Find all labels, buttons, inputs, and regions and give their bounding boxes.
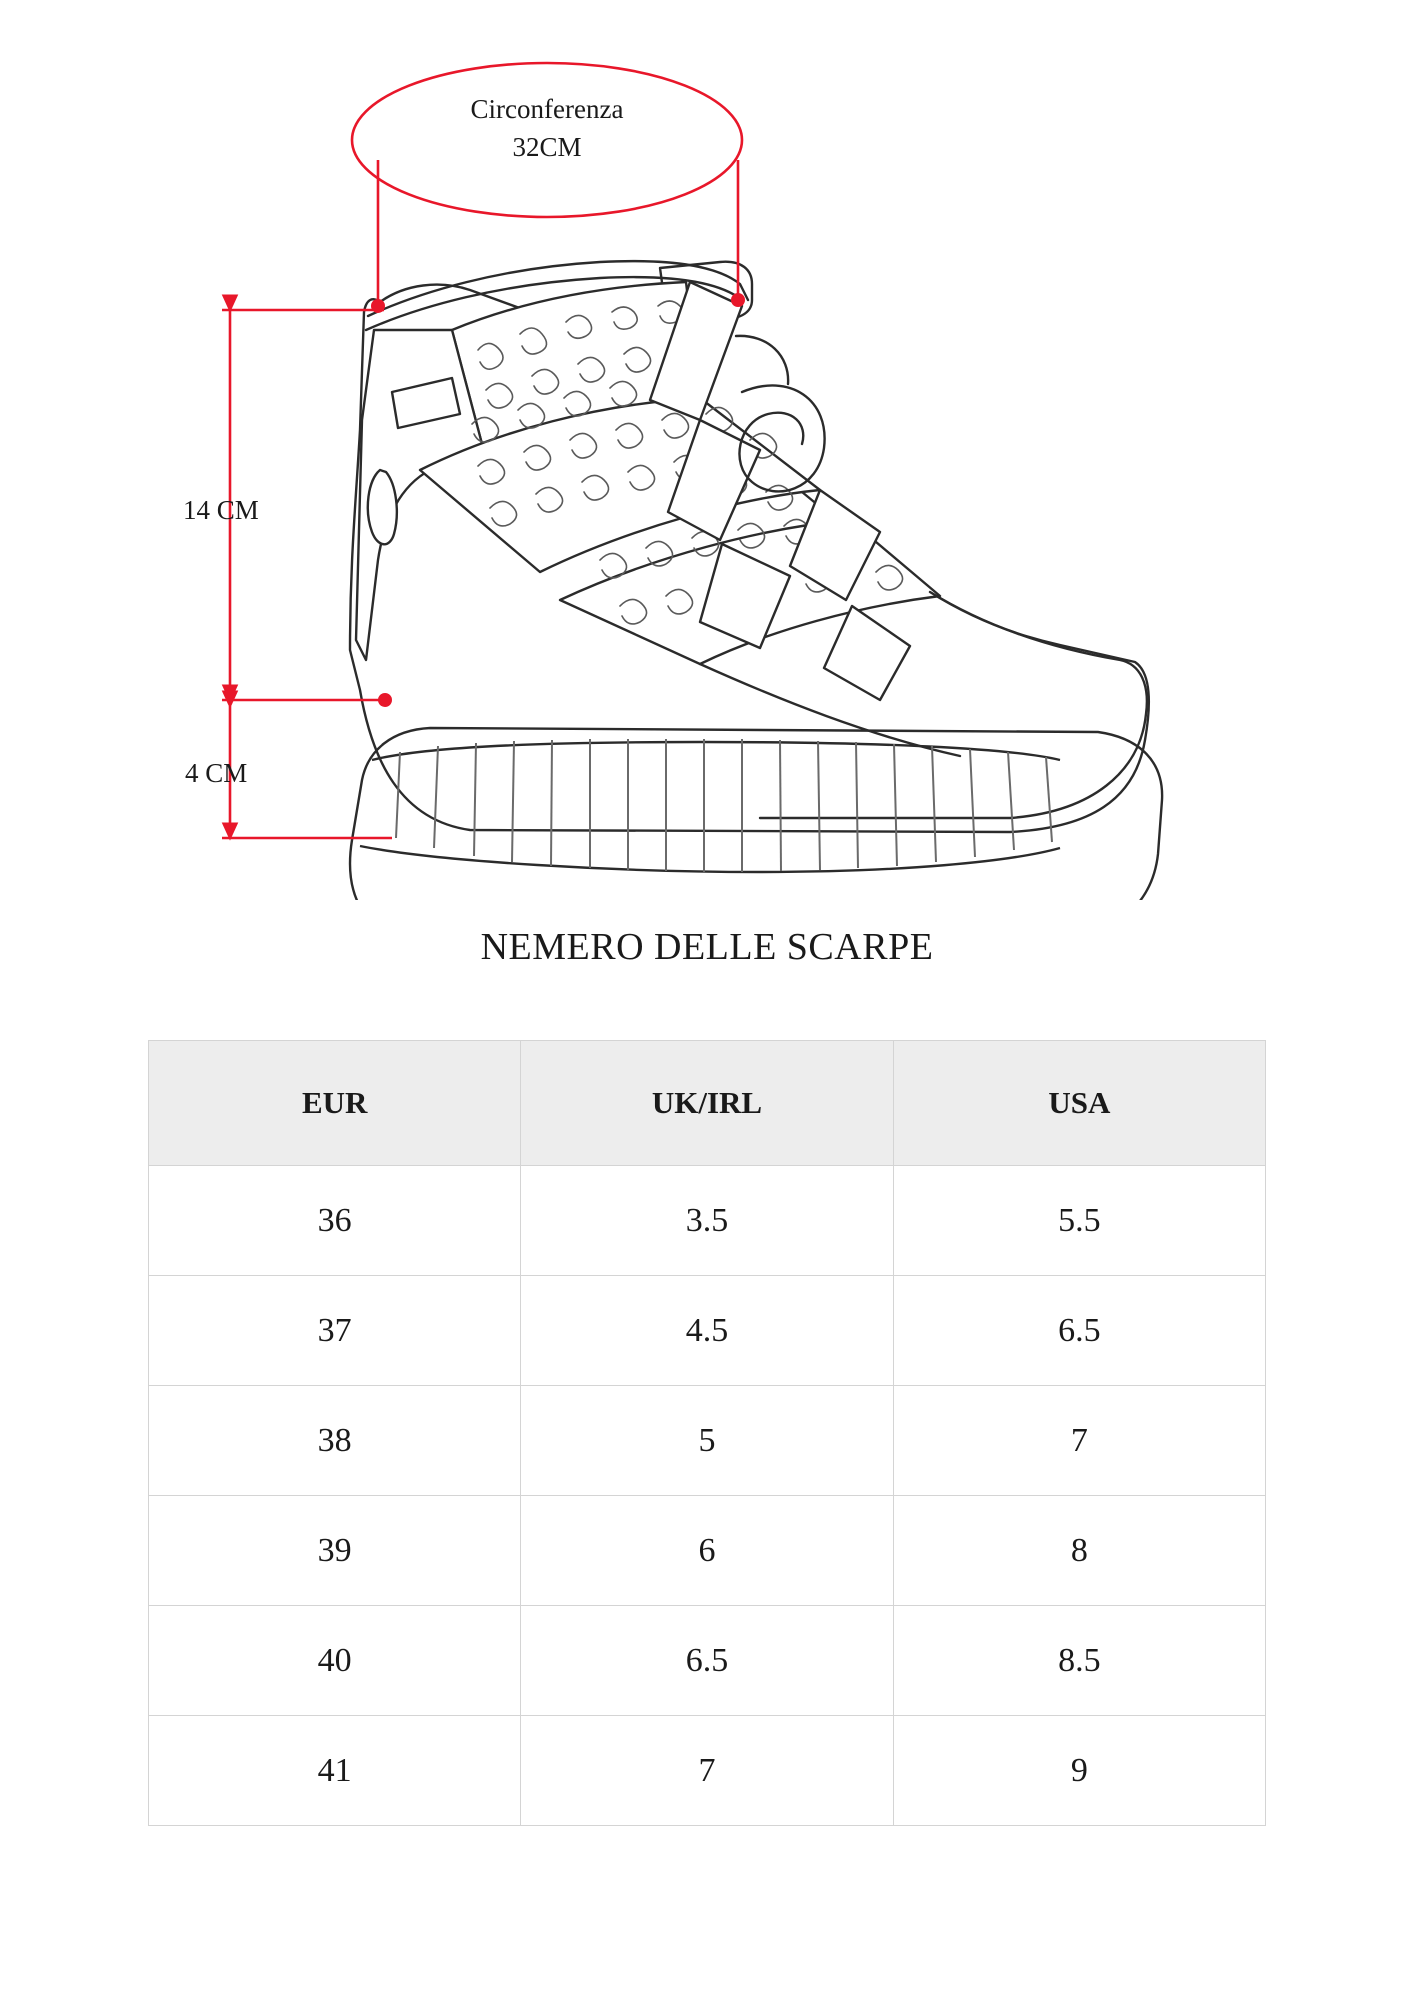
cell-usa: 8 [893,1496,1265,1606]
cell-usa: 5.5 [893,1166,1265,1276]
boot-measurement-diagram [0,0,1414,900]
cell-eur: 38 [149,1386,521,1496]
size-chart-table-wrapper [148,1040,1266,1826]
cell-eur: 37 [149,1276,521,1386]
cell-uk: 6 [521,1496,893,1606]
table-row [149,1496,1266,1606]
cell-eur: 39 [149,1496,521,1606]
table-body [149,1166,1266,1826]
cell-usa: 8.5 [893,1606,1265,1716]
cell-uk: 7 [521,1716,893,1826]
cell-uk: 4.5 [521,1276,893,1386]
cell-usa: 6.5 [893,1276,1265,1386]
table-row [149,1166,1266,1276]
cell-uk: 6.5 [521,1606,893,1716]
size-chart-table [148,1040,1266,1826]
cell-uk: 5 [521,1386,893,1496]
column-header-uk-irl: UK/IRL [521,1041,893,1166]
shaft-height-label: 14 CM [183,495,259,525]
table-row [149,1716,1266,1826]
cell-eur: 40 [149,1606,521,1716]
table-header [149,1041,1266,1166]
circumference-value: 32CM [512,132,582,162]
cell-eur: 41 [149,1716,521,1826]
column-header-usa: USA [893,1041,1265,1166]
page-title: NEMERO DELLE SCARPE [480,926,934,968]
circumference-text: Circonferenza [470,94,624,124]
cell-usa: 9 [893,1716,1265,1826]
table-row [149,1386,1266,1496]
column-header-eur: EUR [149,1041,521,1166]
circumference-measurement-label [432,90,662,166]
table-row [149,1276,1266,1386]
sole-height-label: 4 CM [185,758,248,788]
table-row [149,1606,1266,1716]
cell-uk: 3.5 [521,1166,893,1276]
cell-usa: 7 [893,1386,1265,1496]
table-header-row [149,1041,1266,1166]
cell-eur: 36 [149,1166,521,1276]
